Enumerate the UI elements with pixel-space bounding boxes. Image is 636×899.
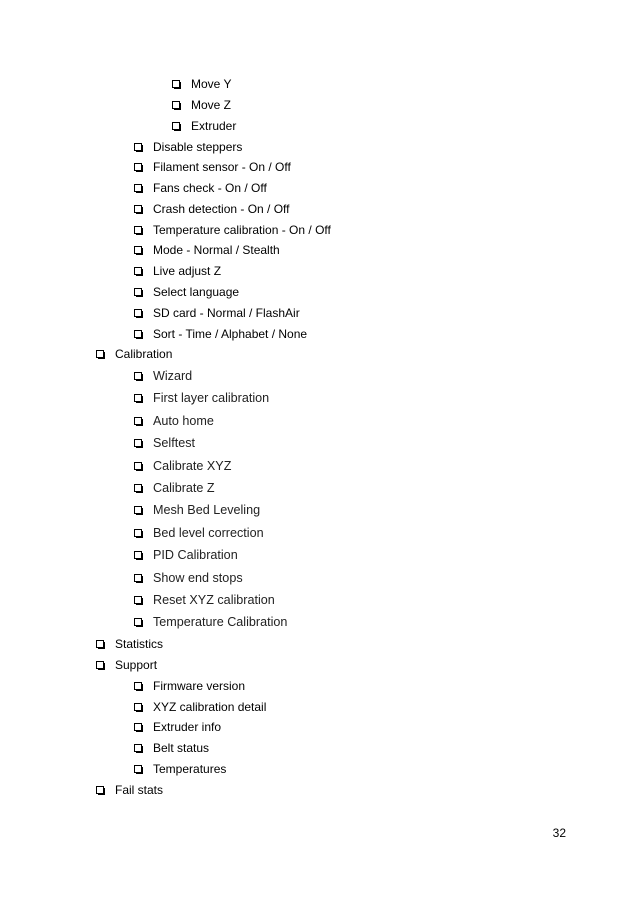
list-item-label: Mode - Normal / Stealth (153, 243, 280, 257)
list-item-label: Selftest (153, 436, 195, 450)
page-number: 32 (552, 826, 566, 840)
checkbox-bullet-icon (96, 661, 105, 670)
checkbox-bullet-icon (134, 506, 143, 515)
checkbox-bullet-icon (134, 723, 143, 732)
checkbox-bullet-icon (134, 703, 143, 712)
list-item (96, 345, 172, 363)
checkbox-bullet-icon (134, 417, 143, 426)
checkbox-bullet-icon (134, 330, 143, 339)
checkbox-bullet-icon (134, 529, 143, 538)
list-item (172, 75, 231, 93)
checkbox-bullet-icon (134, 596, 143, 605)
checkbox-bullet-icon (134, 372, 143, 381)
list-item (134, 698, 266, 716)
list-item (134, 739, 209, 757)
list-item (134, 501, 260, 519)
list-item-label: Calibrate Z (153, 481, 215, 495)
list-item-label: Move Z (191, 98, 232, 112)
checkbox-bullet-icon (172, 101, 181, 110)
list-item (134, 262, 221, 280)
list-item (96, 656, 157, 674)
checkbox-bullet-icon (134, 205, 143, 214)
list-item-label: SD card - Normal / FlashAir (153, 306, 300, 320)
list-item (134, 591, 275, 609)
list-item-label: Fail stats (115, 783, 164, 797)
list-item (134, 677, 245, 695)
checkbox-bullet-icon (134, 288, 143, 297)
list-item (134, 389, 269, 407)
list-item-label: Extruder (191, 119, 237, 133)
checkbox-bullet-icon (134, 744, 143, 753)
list-item (134, 200, 290, 218)
list-item-label: Reset XYZ calibration (153, 593, 275, 607)
list-item (172, 117, 236, 135)
checkbox-bullet-icon (134, 184, 143, 193)
list-item-label: Calibration (115, 347, 173, 361)
list-item (134, 241, 280, 259)
list-item-label: Temperatures (153, 762, 227, 776)
checkbox-bullet-icon (96, 350, 105, 359)
list-item (134, 613, 287, 631)
list-item (134, 158, 291, 176)
list-item (96, 781, 163, 799)
list-item (134, 221, 331, 239)
checkbox-bullet-icon (134, 394, 143, 403)
list-item-label: Extruder info (153, 720, 222, 734)
list-item-label: Mesh Bed Leveling (153, 503, 261, 517)
list-item (134, 434, 195, 452)
list-item-label: Move Y (191, 77, 232, 91)
list-item (134, 325, 307, 343)
list-item (134, 179, 267, 197)
list-item (134, 304, 300, 322)
list-item (134, 760, 226, 778)
checkbox-bullet-icon (134, 267, 143, 276)
checkbox-bullet-icon (134, 484, 143, 493)
list-item (134, 412, 214, 430)
list-item (134, 367, 192, 385)
checkbox-bullet-icon (134, 246, 143, 255)
list-item (134, 479, 215, 497)
list-item (134, 718, 221, 736)
checkbox-bullet-icon (96, 786, 105, 795)
list-item-label: Wizard (153, 369, 193, 383)
list-item (134, 138, 242, 156)
checkbox-bullet-icon (172, 80, 181, 89)
checkbox-bullet-icon (134, 551, 143, 560)
list-item-label: Disable steppers (153, 140, 243, 154)
list-item-label: Fans check - On / Off (153, 181, 267, 195)
list-item-label: Bed level correction (153, 526, 264, 540)
list-item-label: Temperature Calibration (153, 615, 288, 629)
checkbox-bullet-icon (134, 226, 143, 235)
checkbox-bullet-icon (172, 122, 181, 131)
list-item-label: First layer calibration (153, 391, 270, 405)
list-item-label: Statistics (115, 637, 164, 651)
list-item-label: Calibrate XYZ (153, 459, 232, 473)
list-item-label: PID Calibration (153, 548, 238, 562)
list-item (134, 457, 231, 475)
list-item (134, 569, 243, 587)
list-item-label: Firmware version (153, 679, 246, 693)
list-item-label: Support (115, 658, 158, 672)
checkbox-bullet-icon (134, 143, 143, 152)
checkbox-bullet-icon (134, 163, 143, 172)
checkbox-bullet-icon (134, 682, 143, 691)
list-item-label: Filament sensor - On / Off (153, 160, 291, 174)
checkbox-bullet-icon (134, 309, 143, 318)
list-item (96, 635, 163, 653)
checkbox-bullet-icon (134, 765, 143, 774)
checkbox-bullet-icon (134, 462, 143, 471)
checkbox-bullet-icon (134, 618, 143, 627)
list-item-label: Show end stops (153, 571, 243, 585)
list-item-label: Crash detection - On / Off (153, 202, 290, 216)
checkbox-bullet-icon (96, 640, 105, 649)
list-item (134, 283, 239, 301)
checkbox-bullet-icon (134, 574, 143, 583)
list-item-label: Sort - Time / Alphabet / None (153, 327, 308, 341)
list-item-label: Auto home (153, 414, 214, 428)
list-item (172, 96, 231, 114)
list-item (134, 546, 238, 564)
list-item-label: Temperature calibration - On / Off (153, 223, 331, 237)
list-item-label: Live adjust Z (153, 264, 222, 278)
list-item-label: XYZ calibration detail (153, 700, 267, 714)
list-item (134, 524, 264, 542)
checkbox-bullet-icon (134, 439, 143, 448)
list-item-label: Belt status (153, 741, 210, 755)
list-item-label: Select language (153, 285, 240, 299)
